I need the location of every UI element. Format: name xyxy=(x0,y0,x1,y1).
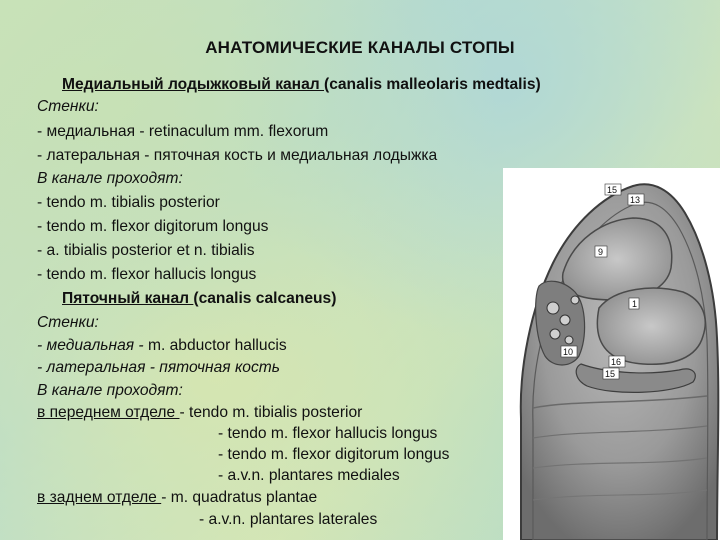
section2-heading-latin: (canalis calcaneus) xyxy=(193,290,337,307)
section2-back-line xyxy=(37,487,317,509)
section1-content-item: - tendo m. flexor hallucis longus xyxy=(37,266,257,283)
section2-heading-line xyxy=(62,288,336,310)
tendon xyxy=(571,296,579,304)
tendon xyxy=(560,315,570,325)
section1-heading-line xyxy=(62,74,541,96)
section1-content-item: - a. tibialis posterior et n. tibialis xyxy=(37,242,255,259)
section1-wall-medial: - медиальная - retinaculum mm. flexorum xyxy=(37,123,329,140)
section2-wall-medial-line xyxy=(37,335,287,357)
figure-label: 15 xyxy=(605,369,616,379)
section2-walls-label: Стенки: xyxy=(37,314,99,331)
section1-content-item: - tendo m. flexor digitorum longus xyxy=(37,218,269,235)
section2-heading: Пяточный канал xyxy=(62,290,194,307)
section1-content-item: - tendo m. tibialis posterior xyxy=(37,194,220,211)
tendon xyxy=(550,329,560,339)
section2-contents-label: В канале проходят: xyxy=(37,382,183,399)
figure-label: 9 xyxy=(598,247,604,257)
section2-back-label: в заднем отделе xyxy=(37,489,162,506)
figure-label: 1 xyxy=(632,299,638,309)
figure-label: 10 xyxy=(563,347,574,357)
tendon xyxy=(565,336,573,344)
tendon xyxy=(547,302,559,314)
bone-calcaneus xyxy=(597,288,705,364)
figure-label: 16 xyxy=(611,357,622,367)
slide-title: АНАТОМИЧЕСКИЕ КАНАЛЫ СТОПЫ xyxy=(205,38,515,57)
section2-back-item: - a.v.n. plantares laterales xyxy=(199,511,378,528)
figure-label: 13 xyxy=(630,195,641,205)
section2-back-item: - m. quadratus plantae xyxy=(161,489,318,506)
section2-front-item: - tendo m. flexor digitorum longus xyxy=(218,446,450,463)
section1-heading-latin: (canalis malleolaris medtalis) xyxy=(324,76,541,93)
section1-wall-lateral: - латеральная - пяточная кость и медиальная лодыжка xyxy=(37,147,438,164)
section2-wall-medial-value: m. abductor hallucis xyxy=(147,337,287,354)
section1-heading: Медиальный лодыжковый канал xyxy=(62,76,325,93)
section2-wall-lateral: - латеральная - пяточная кость xyxy=(37,359,280,376)
section1-contents-label: В канале проходят: xyxy=(37,170,183,187)
section2-wall-medial-label: - медиальная - xyxy=(37,337,148,354)
section2-front-item: - tendo m. flexor hallucis longus xyxy=(218,425,438,442)
foot-cross-section-image xyxy=(503,168,720,540)
section1-walls-label: Стенки: xyxy=(37,98,99,115)
section2-front-line xyxy=(37,402,362,424)
figure-label: 15 xyxy=(607,185,618,195)
section2-front-item: - tendo m. tibialis posterior xyxy=(179,404,363,421)
section2-front-label: в переднем отделе xyxy=(37,404,180,421)
section2-front-item: - a.v.n. plantares mediales xyxy=(218,467,400,484)
